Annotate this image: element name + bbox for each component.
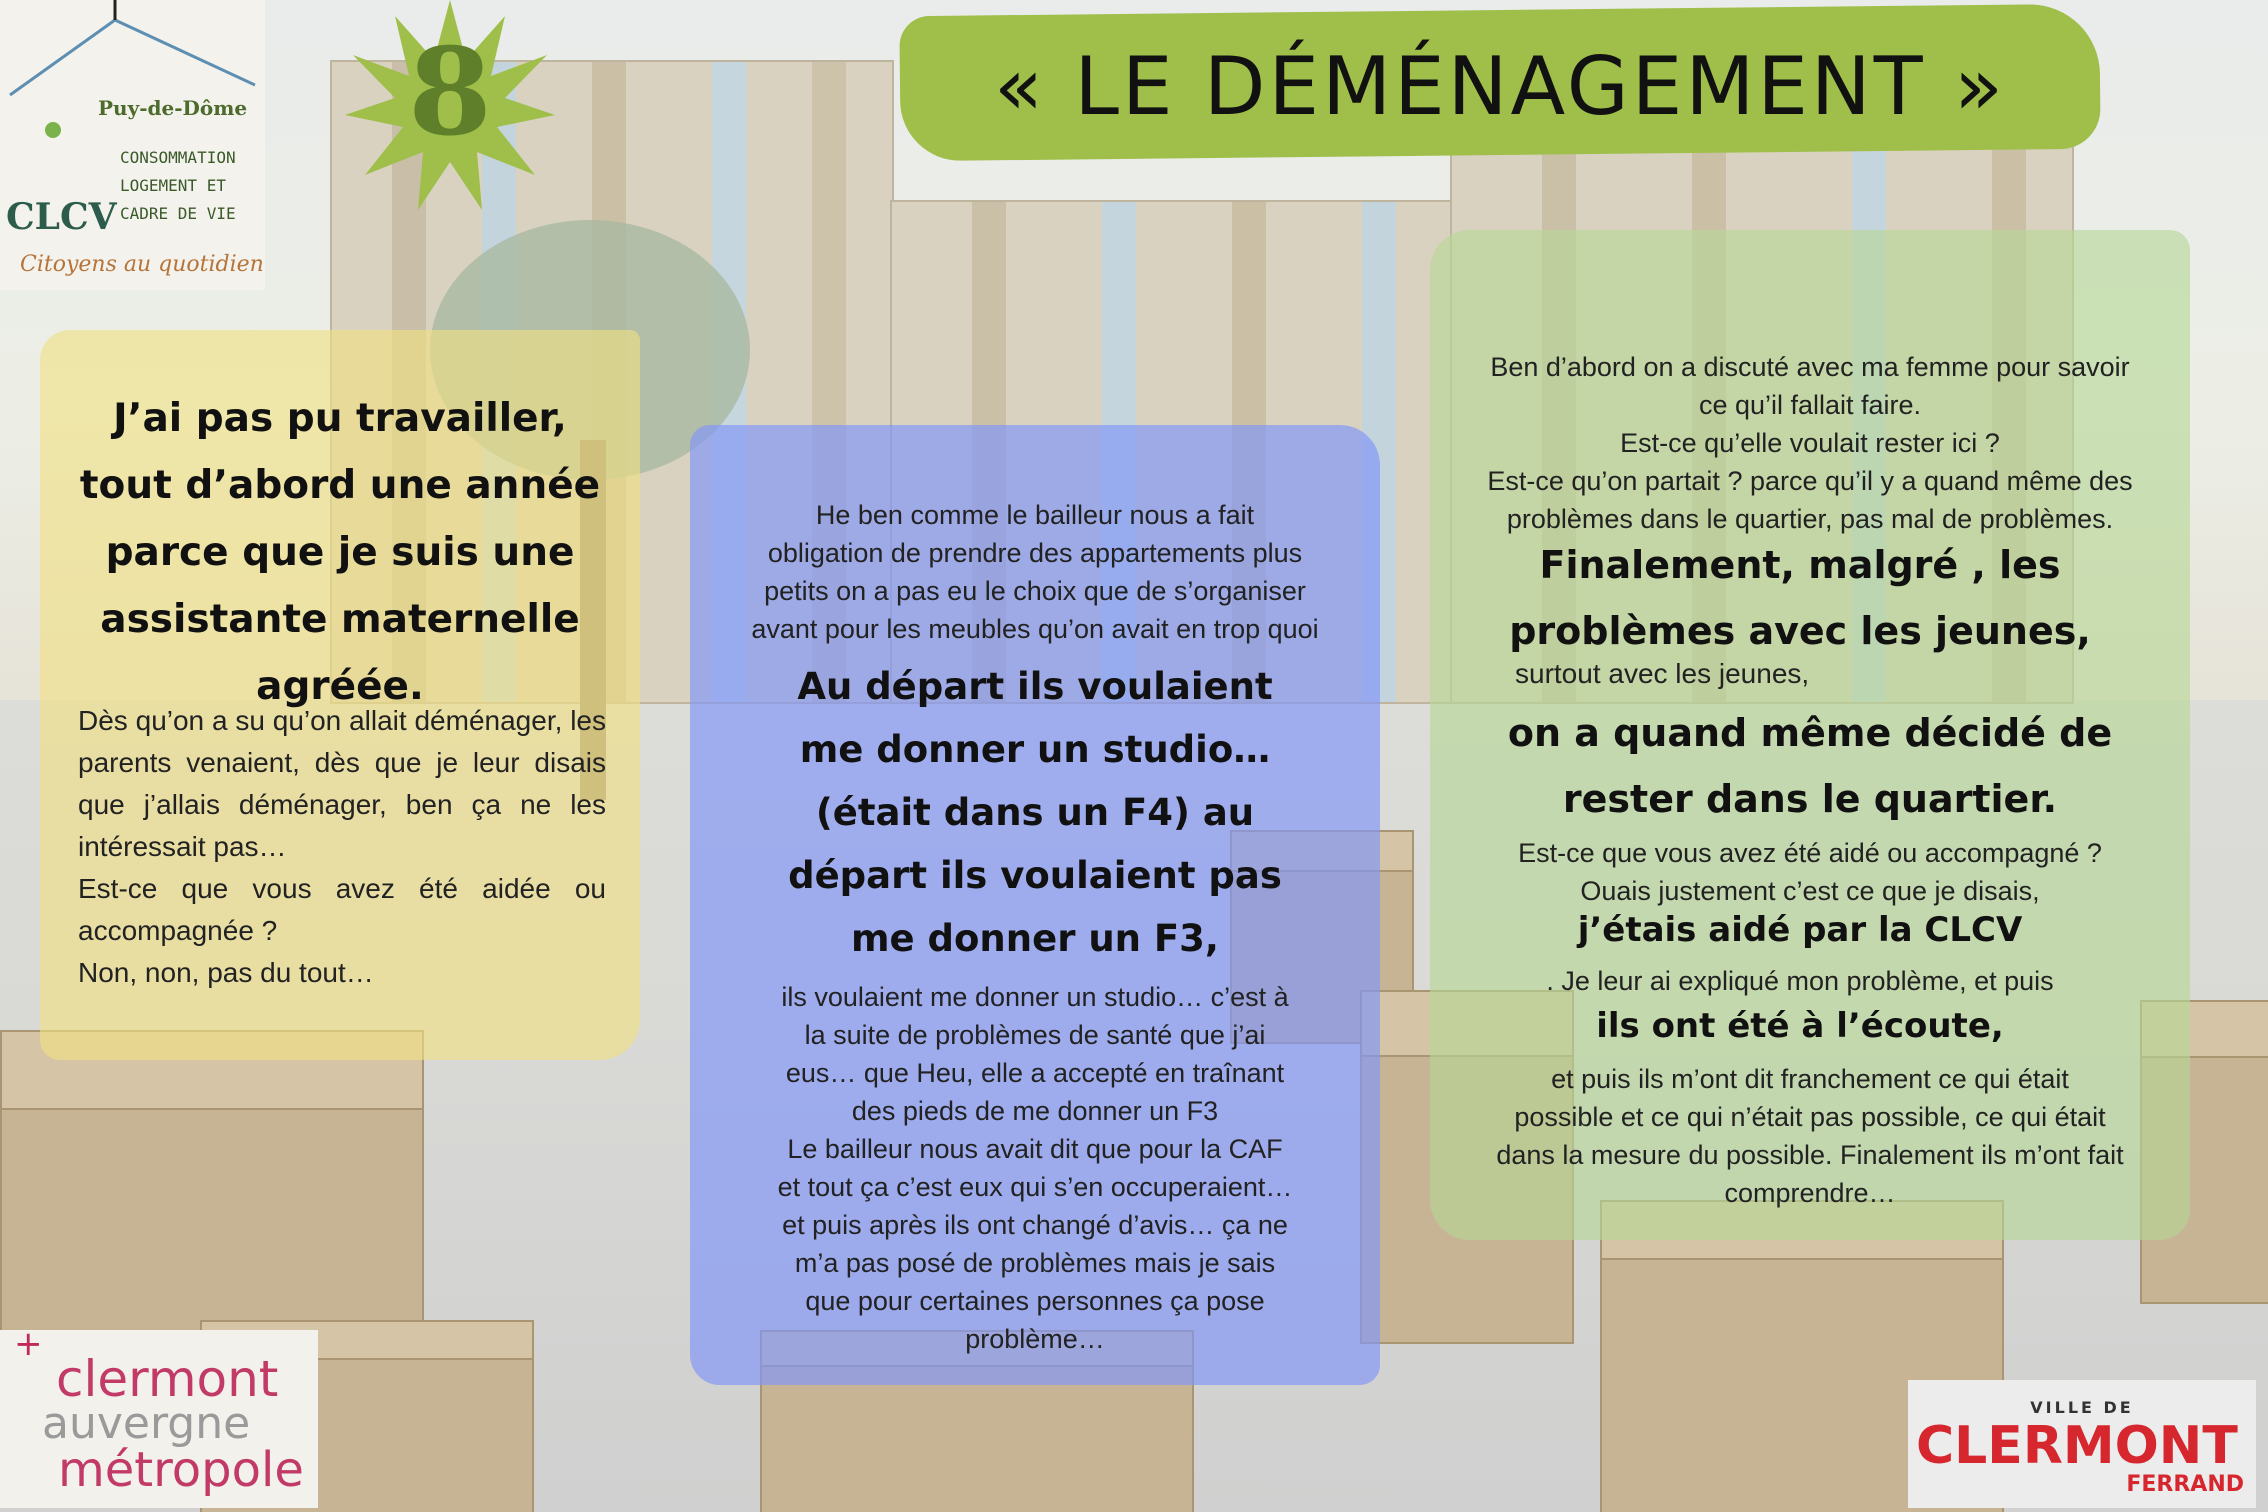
clermont-auvergne-metropole-logo <box>0 1324 318 1508</box>
middle-intro-line: avant pour les meubles qu’on avait en trop quoi <box>751 614 1319 644</box>
metropole-line3: métropole <box>58 1442 304 1498</box>
middle-intro-line: obligation de prendre des appartements plus <box>767 538 1303 568</box>
left-headline-line: parce que je suis une <box>105 530 575 575</box>
metropole-line1: clermont <box>56 1350 279 1408</box>
middle-body-line: eus… que Heu, elle a accepté en traînant <box>785 1058 1285 1088</box>
right-mid-line: Est-ce que vous avez été aidé ou accompagné ? <box>1518 838 2102 868</box>
left-headline <box>60 385 620 720</box>
right-intro-line: ce qu’il fallait faire. <box>1698 390 1922 420</box>
right-body-line: comprendre… <box>1724 1178 1896 1208</box>
right-headline-line: problèmes avec les jeunes, <box>1509 609 2091 653</box>
right-headline-line: on a quand même décidé de <box>1507 711 2113 755</box>
ville-clermont-ferrand-logo <box>1908 1380 2256 1508</box>
ville-sub: FERRAND <box>2126 1472 2244 1497</box>
left-answer: Non, non, pas du tout… <box>78 957 374 988</box>
metropole-plus: + <box>14 1324 43 1364</box>
middle-body-line: la suite de problèmes de santé que j’ai <box>804 1020 1266 1050</box>
ville-top: VILLE DE <box>2030 1398 2134 1417</box>
middle-body-line: et puis après ils ont changé d’avis… ça ne <box>782 1210 1288 1240</box>
right-headline-line: rester dans le quartier. <box>1562 777 2058 821</box>
right-headline-3: j’étais aidé par la CLCV <box>1577 910 2023 950</box>
middle-headline-line: me donner un studio… <box>799 728 1271 771</box>
left-headline-line: assistante maternelle <box>100 597 580 642</box>
middle-headline-line: Au départ ils voulaient <box>797 665 1273 708</box>
left-headline-line: tout d’abord une année <box>79 463 601 508</box>
clcv-logo <box>0 0 265 290</box>
middle-headline-line: (était dans un F4) au <box>815 791 1255 834</box>
right-intro <box>1440 348 2180 538</box>
middle-body-line: des pieds de me donner un F3 <box>851 1096 1219 1126</box>
middle-headline-line: départ ils voulaient pas <box>788 854 1282 897</box>
middle-body-line: m’a pas posé de problèmes mais je sais <box>794 1248 1276 1278</box>
right-headline-1 <box>1440 532 2160 664</box>
right-body-line: possible et ce qui n’était pas possible, ce qui était <box>1514 1102 2106 1132</box>
right-intro-line: Est-ce qu’on partait ? parce qu’il y a quand même des <box>1487 466 2133 496</box>
middle-body-line: problème… <box>965 1324 1105 1354</box>
middle-body-line: Le bailleur nous avait dit que pour la CAF <box>787 1134 1283 1164</box>
right-mid-line: Ouais justement c’est ce que je disais, <box>1580 876 2040 906</box>
middle-headline-line: me donner un F3, <box>851 917 1219 960</box>
left-headline-line: J’ai pas pu travailler, <box>113 396 567 441</box>
clcv-line3: CADRE DE VIE <box>120 204 236 223</box>
right-aside: surtout avec les jeunes, <box>1515 658 1810 689</box>
left-body-paragraph: Dès qu’on a su qu’on allait déménager, les parents venaient, dès que je leur disais que j’allais déménager, ben ça ne les intéressait pas… <box>78 705 606 862</box>
middle-body <box>700 978 1370 1358</box>
left-headline-line: agréée. <box>256 664 424 709</box>
right-intro-line: problèmes dans le quartier, pas mal de problèmes. <box>1506 504 2114 534</box>
page-title: « LE DÉMÉNAGEMENT » <box>994 40 2006 133</box>
right-headline-2 <box>1440 700 2180 832</box>
right-body-line: et puis ils m’ont dit franchement ce qui était <box>1551 1064 2069 1094</box>
middle-intro-line: He ben comme le bailleur nous a fait <box>815 500 1255 530</box>
middle-body-line: et tout ça c’est eux qui s’en occuperaient… <box>777 1172 1293 1202</box>
right-body <box>1440 1060 2180 1212</box>
left-question: Est-ce que vous avez été aidée ou accompagnée ? <box>78 873 606 946</box>
right-intro-line: Ben d’abord on a discuté avec ma femme pour savoir <box>1490 352 2130 382</box>
middle-headline <box>700 655 1370 970</box>
right-mid-2: . Je leur ai expliqué mon problème, et puis <box>1546 966 2054 996</box>
middle-body-line: ils voulaient me donner un studio… c’est à <box>781 982 1289 1012</box>
clcv-acronym: CLCV <box>6 196 117 238</box>
right-mid <box>1440 834 2180 910</box>
clcv-region: Puy-de-Dôme <box>98 96 248 120</box>
clcv-line1: CONSOMMATION <box>120 148 236 167</box>
metropole-line2: auvergne <box>42 1398 251 1449</box>
ville-name: CLERMONT <box>1916 1416 2238 1476</box>
left-body <box>78 700 606 994</box>
clcv-line2: LOGEMENT ET <box>120 176 226 195</box>
middle-intro-line: petits on a pas eu le choix que de s’organiser <box>764 576 1306 606</box>
right-headline-line: Finalement, malgré , les <box>1539 543 2061 587</box>
middle-intro <box>700 496 1370 648</box>
right-body-line: dans la mesure du possible. Finalement ils m’ont fait <box>1496 1140 2124 1170</box>
clcv-tagline: Citoyens au quotidien <box>20 252 264 277</box>
badge-number: 8 <box>408 22 492 163</box>
middle-body-line: que pour certaines personnes ça pose <box>805 1286 1265 1316</box>
right-intro-line: Est-ce qu’elle voulait rester ici ? <box>1620 428 2000 458</box>
right-headline-4: ils ont été à l’écoute, <box>1596 1006 2004 1046</box>
